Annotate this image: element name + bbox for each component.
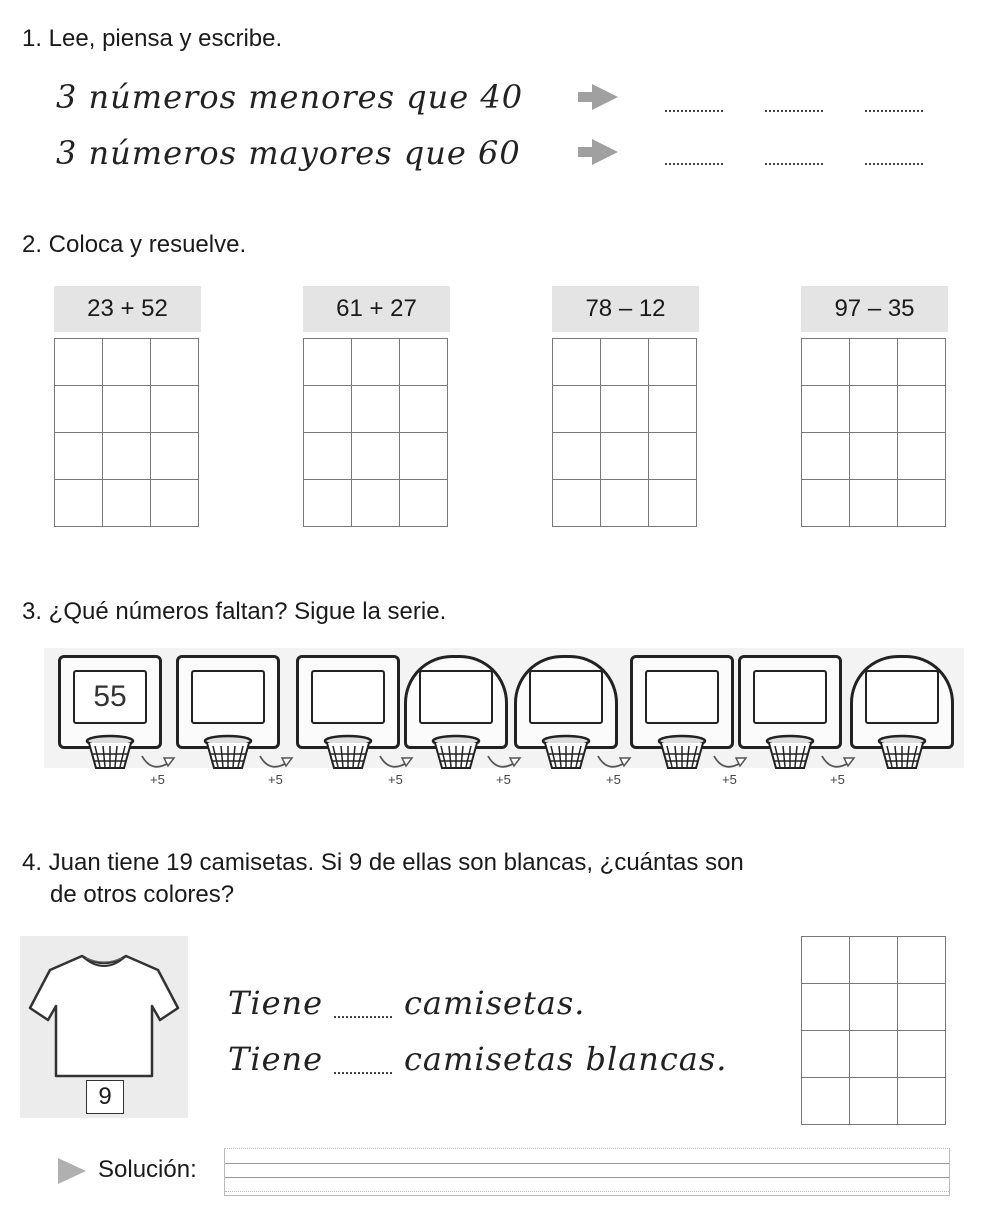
basket-icon — [540, 734, 592, 772]
q1-row2-text: 3 números mayores que 60 — [56, 134, 521, 172]
basket-icon — [84, 734, 136, 772]
q4-line1-start: Tiene — [228, 984, 324, 1022]
shirt-panel — [20, 936, 188, 1118]
hoop-blank[interactable] — [311, 670, 385, 724]
step-label: +5 — [830, 772, 845, 787]
hoop-blank[interactable] — [865, 670, 939, 724]
basket-icon — [202, 734, 254, 772]
hoop-blank[interactable] — [529, 670, 603, 724]
q4-line2-end: camisetas blancas. — [404, 1040, 728, 1078]
q1-row2-blank-3[interactable] — [865, 163, 923, 165]
basket-icon — [764, 734, 816, 772]
hoop-blank[interactable] — [753, 670, 827, 724]
answer-grid[interactable] — [552, 338, 697, 527]
step-label: +5 — [606, 772, 621, 787]
q4-heading-line2: de otros colores? — [50, 881, 235, 908]
basket-icon — [322, 734, 374, 772]
q4-heading-line1: 4. Juan tiene 19 camisetas. Si 9 de ellas son blancas, ¿cuántas son — [22, 849, 744, 876]
solution-input[interactable] — [224, 1148, 950, 1196]
arrow-right-icon — [578, 84, 618, 110]
q1-row2-blank-2[interactable] — [765, 163, 823, 165]
arrow-right-icon — [578, 139, 618, 165]
operation-label: 23 + 52 — [54, 286, 201, 332]
q1-row1-blank-1[interactable] — [665, 110, 723, 112]
step-label: +5 — [496, 772, 511, 787]
operation-label: 61 + 27 — [303, 286, 450, 332]
answer-grid[interactable] — [303, 338, 448, 527]
step-label: +5 — [388, 772, 403, 787]
q4-line2-blank[interactable] — [334, 1072, 392, 1074]
hoop-value: 55 — [73, 670, 147, 724]
q1-heading: 1. Lee, piensa y escribe. — [22, 25, 283, 52]
step-label: +5 — [150, 772, 165, 787]
q4-answer-grid[interactable] — [801, 936, 946, 1125]
solution-label: Solución: — [98, 1156, 197, 1183]
operation-label: 78 – 12 — [552, 286, 699, 332]
operation-label: 97 – 35 — [801, 286, 948, 332]
step-label: +5 — [268, 772, 283, 787]
q4-line1-blank[interactable] — [334, 1016, 392, 1018]
q4-line1-end: camisetas. — [404, 984, 586, 1022]
q3-heading: 3. ¿Qué números faltan? Sigue la serie. — [22, 598, 447, 625]
solution-arrow-icon — [58, 1158, 86, 1184]
basket-icon — [656, 734, 708, 772]
q4-line2-start: Tiene — [228, 1040, 324, 1078]
tshirt-icon — [20, 936, 188, 1086]
basket-icon — [876, 734, 928, 772]
operation-block — [801, 286, 948, 527]
hoop-blank[interactable] — [645, 670, 719, 724]
q1-row1-text: 3 números menores que 40 — [56, 78, 524, 116]
q2-heading: 2. Coloca y resuelve. — [22, 231, 247, 258]
hoop-blank[interactable] — [191, 670, 265, 724]
answer-grid[interactable] — [801, 338, 946, 527]
step-label: +5 — [722, 772, 737, 787]
operation-block — [54, 286, 201, 527]
q1-row2-blank-1[interactable] — [665, 163, 723, 165]
basket-icon — [430, 734, 482, 772]
hoop-blank[interactable] — [419, 670, 493, 724]
shirt-number-box: 9 — [86, 1080, 124, 1114]
operation-block — [303, 286, 450, 527]
q1-row1-blank-2[interactable] — [765, 110, 823, 112]
q1-row1-blank-3[interactable] — [865, 110, 923, 112]
answer-grid[interactable] — [54, 338, 199, 527]
operation-block — [552, 286, 699, 527]
